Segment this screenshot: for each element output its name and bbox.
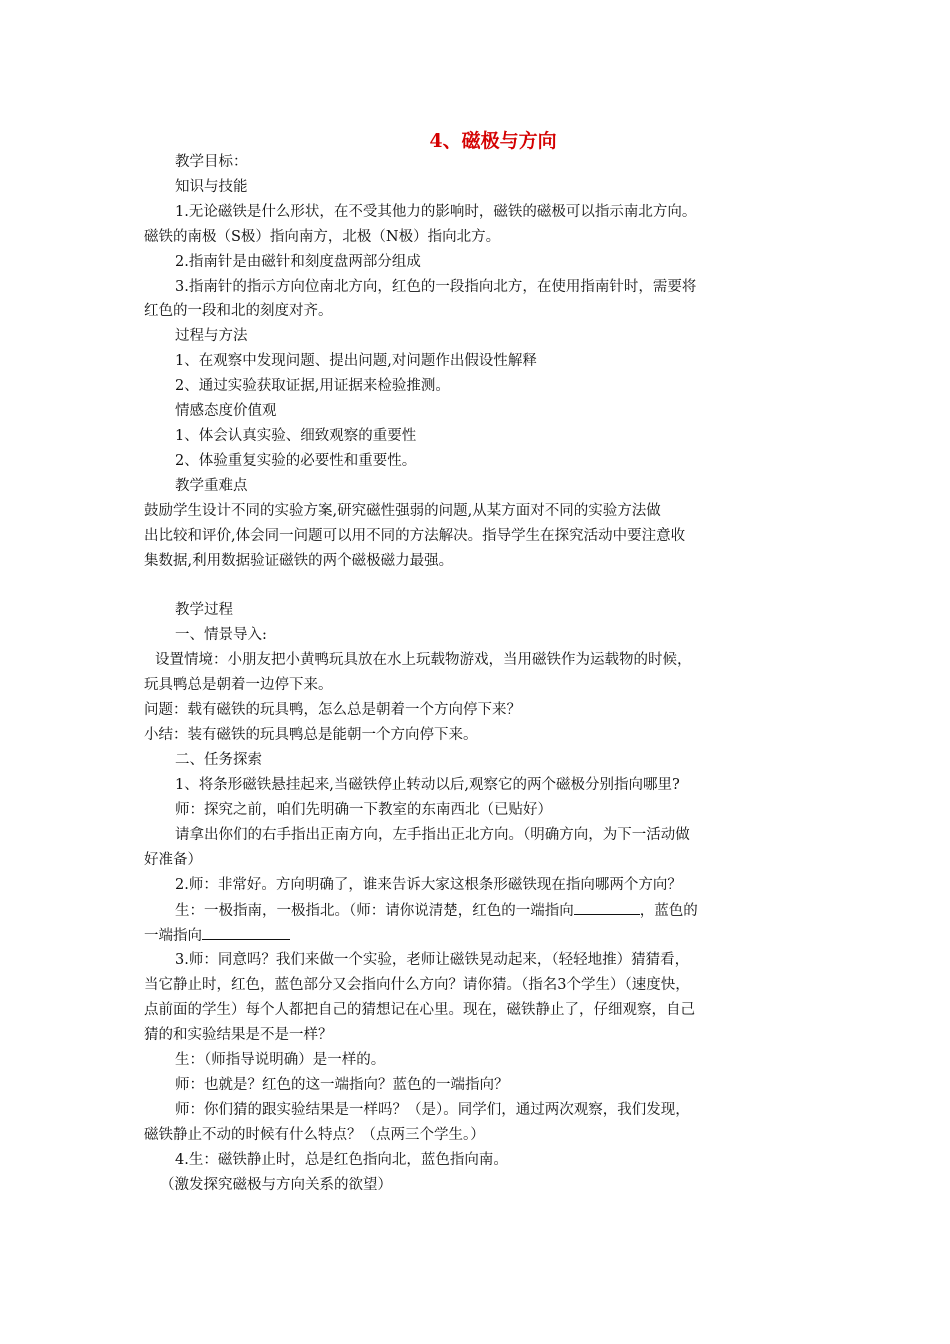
text-segment: 一端指向 <box>144 928 202 944</box>
text-line: 当它静止时，红色，蓝色部分又会指向什么方向？请你猜。（指名3个学生）（速度快， <box>144 977 690 993</box>
text-line: 点前面的学生）每个人都把自己的猜想记在心里。现在，磁铁静止了，仔细观察，自己 <box>144 1002 695 1018</box>
text-line: 3.指南针的指示方向位南北方向，红色的一段指向北方，在使用指南针时，需要将 <box>175 279 697 295</box>
text-line: 2.指南针是由磁针和刻度盘两部分组成 <box>175 254 421 270</box>
section-heading: 教学过程 <box>175 602 233 618</box>
text-line: 集数据,利用数据验证磁铁的两个磁极磁力最强。 <box>144 553 454 569</box>
text-line: 鼓励学生设计不同的实验方案,研究磁性强弱的问题,从某方面对不同的实验方法做 <box>144 503 661 519</box>
text-line: 1、体会认真实验、细致观察的重要性 <box>175 428 417 444</box>
text-line-with-blank <box>144 925 290 946</box>
text-line: 2、通过实验获取证据,用证据来检验推测。 <box>175 378 450 394</box>
section-heading: 过程与方法 <box>175 328 248 344</box>
text-line: 设置情境：小朋友把小黄鸭玩具放在水上玩载物游戏，当用磁铁作为运载物的时候， <box>155 652 692 668</box>
text-line: 磁铁静止不动的时候有什么特点？（点两三个学生。） <box>144 1127 485 1143</box>
section-heading: 二、任务探索 <box>175 752 262 768</box>
text-line-with-blank <box>175 900 698 921</box>
text-line: 1、将条形磁铁悬挂起来,当磁铁停止转动以后,观察它的两个磁极分别指向哪里? <box>175 777 680 793</box>
text-line: 教学目标： <box>175 154 248 170</box>
text-line: 3.师：同意吗？我们来做一个实验，老师让磁铁晃动起来，（轻轻地推）猜猜看， <box>175 952 690 968</box>
text-line: 2、体验重复实验的必要性和重要性。 <box>175 453 417 469</box>
text-segment: ，蓝色的 <box>639 903 698 919</box>
section-heading: 知识与技能 <box>175 179 248 195</box>
text-line: 请拿出你们的右手指出正南方向，左手指出正北方向。（明确方向，为下一活动做 <box>175 827 690 843</box>
text-line: 好准备） <box>144 852 202 868</box>
section-heading: 一、情景导入: <box>175 627 267 643</box>
text-line: 1.无论磁铁是什么形状，在不受其他力的影响时，磁铁的磁极可以指示南北方向。 <box>175 204 697 220</box>
section-heading: 教学重难点 <box>175 478 248 494</box>
fill-in-blank <box>202 925 290 940</box>
text-line: 师：你们猜的跟实验结果是一样吗？（是）。同学们，通过两次观察，我们发现， <box>175 1102 690 1118</box>
text-line: 4.生：磁铁静止时，总是红色指向北，蓝色指向南。 <box>175 1152 508 1168</box>
document-title: 4、磁极与方向 <box>429 130 557 152</box>
text-line: 红色的一段和北的刻度对齐。 <box>144 303 333 319</box>
text-line: 磁铁的南极（S极）指向南方，北极（N极）指向北方。 <box>144 229 501 245</box>
fill-in-blank <box>574 900 640 915</box>
text-line: 师：也就是？红色的这一端指向？蓝色的一端指向？ <box>175 1077 509 1093</box>
text-line: 出比较和评价,体会同一问题可以用不同的方法解决。指导学生在探究活动中要注意收 <box>144 528 686 544</box>
section-heading: 情感态度价值观 <box>175 403 277 419</box>
text-line: 1、在观察中发现问题、提出问题,对问题作出假设性解释 <box>175 353 537 369</box>
text-line: 猜的和实验结果是不是一样？ <box>144 1027 333 1043</box>
text-line: 2.师：非常好。方向明确了，谁来告诉大家这根条形磁铁现在指向哪两个方向？ <box>175 877 682 893</box>
text-segment: 生：一极指南，一极指北。（师：请你说清楚，红色的一端指向 <box>175 903 574 919</box>
text-line: 问题：载有磁铁的玩具鸭，怎么总是朝着一个方向停下来？ <box>144 702 521 718</box>
text-line: 小结：装有磁铁的玩具鸭总是能朝一个方向停下来。 <box>144 727 478 743</box>
text-line: 玩具鸭总是朝着一边停下来。 <box>144 677 333 693</box>
text-line: （激发探究磁极与方向关系的欲望） <box>160 1177 392 1193</box>
text-line: 生：（师指导说明确）是一样的。 <box>175 1052 386 1068</box>
text-line: 师：探究之前，咱们先明确一下教室的东南西北（已贴好） <box>175 802 552 818</box>
